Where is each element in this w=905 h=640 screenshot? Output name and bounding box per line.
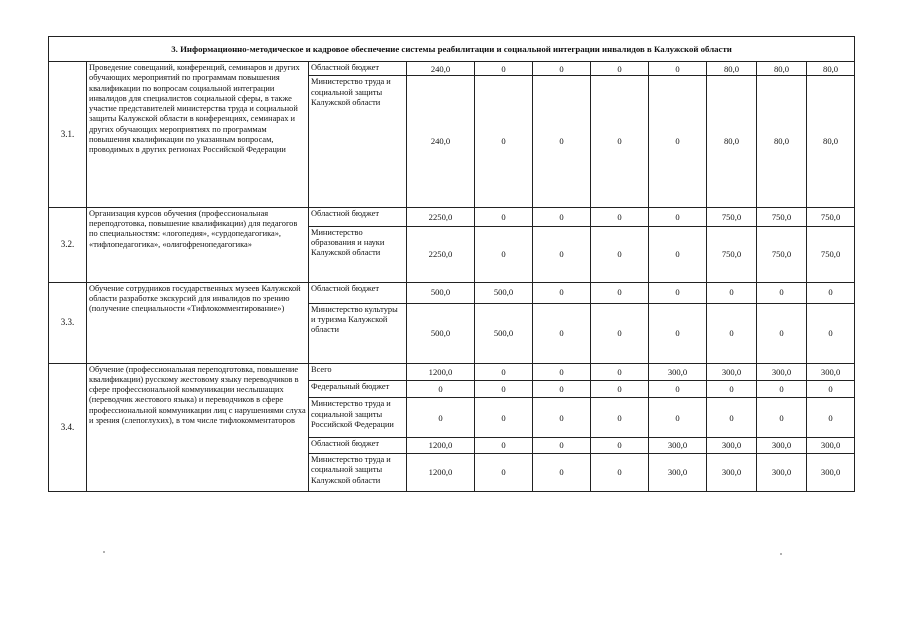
row-index: 3.1. <box>49 62 87 208</box>
section-title: 3. Информационно-методическое и кадровое обеспечение системы реабилитации и социальной интеграции инвалидов в Калужской области <box>49 37 855 62</box>
row-index: 3.4. <box>49 363 87 491</box>
amount-cell: 300,0 <box>757 454 807 492</box>
amount-cell: 300,0 <box>807 454 855 492</box>
amount-cell: 0 <box>807 398 855 438</box>
amount-cell: 0 <box>591 207 649 226</box>
funding-source: Министерство труда и социальной защиты Российской Федерации <box>309 398 407 438</box>
amount-cell: 0 <box>649 282 707 303</box>
amount-cell: 300,0 <box>757 438 807 454</box>
amount-cell: 0 <box>591 398 649 438</box>
row-description: Обучение (профессиональная переподготовка, повышение квалификации) русскому жестовому языку переводчиков в сфере профессиональной коммуникации неслышащих (переводчик жестового языка) и переводчиков в сфере профессиональной коммуникации лиц с нарушениями слуха и зрения (слепоглухих), в том числе тифлокомментаторов <box>87 363 309 491</box>
amount-cell: 1200,0 <box>407 438 475 454</box>
table-row <box>49 363 855 381</box>
amount-cell: 0 <box>707 303 757 363</box>
amount-cell: 0 <box>591 76 649 208</box>
amount-cell: 0 <box>649 226 707 282</box>
amount-cell: 0 <box>807 381 855 398</box>
amount-cell: 0 <box>533 207 591 226</box>
amount-cell: 0 <box>407 398 475 438</box>
table-row <box>49 282 855 303</box>
table-body <box>49 37 855 492</box>
amount-cell: 0 <box>533 454 591 492</box>
amount-cell: 0 <box>591 226 649 282</box>
row-index: 3.2. <box>49 207 87 282</box>
amount-cell: 750,0 <box>757 226 807 282</box>
funding-source: Областной бюджет <box>309 282 407 303</box>
amount-cell: 0 <box>591 438 649 454</box>
amount-cell: 80,0 <box>807 76 855 208</box>
amount-cell: 0 <box>533 62 591 76</box>
amount-cell: 0 <box>649 398 707 438</box>
amount-cell: 1200,0 <box>407 363 475 381</box>
amount-cell: 300,0 <box>707 363 757 381</box>
amount-cell: 1200,0 <box>407 454 475 492</box>
amount-cell: 0 <box>707 398 757 438</box>
amount-cell: 240,0 <box>407 76 475 208</box>
amount-cell: 0 <box>475 454 533 492</box>
table-row <box>49 62 855 76</box>
amount-cell: 500,0 <box>407 303 475 363</box>
amount-cell: 0 <box>475 438 533 454</box>
amount-cell: 80,0 <box>807 62 855 76</box>
amount-cell: 0 <box>649 62 707 76</box>
amount-cell: 0 <box>533 303 591 363</box>
amount-cell: 750,0 <box>807 207 855 226</box>
amount-cell: 80,0 <box>707 62 757 76</box>
row-description: Организация курсов обучения (профессиональная переподготовка, повышение квалификации) для педагогов по специальностям: «логопедия», «сурдопедагогика», «тифлопедагогика», «олигофренопедагогика» <box>87 207 309 282</box>
amount-cell: 0 <box>533 363 591 381</box>
row-index: 3.3. <box>49 282 87 363</box>
scan-dot <box>103 551 105 553</box>
amount-cell: 750,0 <box>807 226 855 282</box>
funding-source: Министерство труда и социальной защиты Калужской области <box>309 76 407 208</box>
amount-cell: 0 <box>649 381 707 398</box>
amount-cell: 2250,0 <box>407 207 475 226</box>
amount-cell: 240,0 <box>407 62 475 76</box>
amount-cell: 0 <box>591 363 649 381</box>
amount-cell: 0 <box>649 303 707 363</box>
amount-cell: 0 <box>591 62 649 76</box>
amount-cell: 0 <box>533 76 591 208</box>
amount-cell: 80,0 <box>757 76 807 208</box>
funding-source: Федеральный бюджет <box>309 381 407 398</box>
amount-cell: 0 <box>807 282 855 303</box>
amount-cell: 300,0 <box>649 363 707 381</box>
scan-dot <box>780 553 782 555</box>
section-header-row <box>49 37 855 62</box>
funding-source: Министерство культуры и туризма Калужской области <box>309 303 407 363</box>
amount-cell: 0 <box>407 381 475 398</box>
amount-cell: 0 <box>475 381 533 398</box>
amount-cell: 0 <box>533 381 591 398</box>
amount-cell: 80,0 <box>757 62 807 76</box>
amount-cell: 0 <box>533 282 591 303</box>
amount-cell: 0 <box>475 76 533 208</box>
amount-cell: 0 <box>475 398 533 438</box>
amount-cell: 0 <box>591 282 649 303</box>
amount-cell: 0 <box>757 381 807 398</box>
amount-cell: 0 <box>649 207 707 226</box>
amount-cell: 500,0 <box>475 303 533 363</box>
amount-cell: 0 <box>707 282 757 303</box>
table-row <box>49 207 855 226</box>
amount-cell: 0 <box>533 438 591 454</box>
amount-cell: 300,0 <box>707 454 757 492</box>
amount-cell: 0 <box>475 363 533 381</box>
amount-cell: 750,0 <box>757 207 807 226</box>
amount-cell: 0 <box>533 226 591 282</box>
amount-cell: 0 <box>707 381 757 398</box>
funding-source: Министерство образования и науки Калужской области <box>309 226 407 282</box>
amount-cell: 500,0 <box>475 282 533 303</box>
amount-cell: 0 <box>591 381 649 398</box>
amount-cell: 750,0 <box>707 226 757 282</box>
row-description: Проведение совещаний, конференций, семинаров и других обучающих мероприятий по программам повышения квалификации по вопросам социальной интеграции инвалидов для специалистов социальной сферы, в также участие представителей министерства труда и социальной защиты Калужской области в конференциях, семинарах и других обучающих мероприятиях по программам повышения квалификации по указанным вопросам, проводимых в других регионах Российской Федерации <box>87 62 309 208</box>
funding-source: Областной бюджет <box>309 62 407 76</box>
amount-cell: 0 <box>475 226 533 282</box>
amount-cell: 0 <box>757 303 807 363</box>
funding-source: Всего <box>309 363 407 381</box>
amount-cell: 80,0 <box>707 76 757 208</box>
amount-cell: 300,0 <box>807 438 855 454</box>
amount-cell: 2250,0 <box>407 226 475 282</box>
funding-source: Областной бюджет <box>309 207 407 226</box>
amount-cell: 0 <box>475 207 533 226</box>
amount-cell: 0 <box>807 303 855 363</box>
funding-source: Областной бюджет <box>309 438 407 454</box>
amount-cell: 300,0 <box>649 454 707 492</box>
amount-cell: 0 <box>649 76 707 208</box>
funding-source: Министерство труда и социальной защиты Калужской области <box>309 454 407 492</box>
amount-cell: 300,0 <box>707 438 757 454</box>
amount-cell: 300,0 <box>807 363 855 381</box>
amount-cell: 0 <box>475 62 533 76</box>
amount-cell: 0 <box>591 303 649 363</box>
amount-cell: 500,0 <box>407 282 475 303</box>
row-description: Обучение сотрудников государственных музеев Калужской области разработке экскурсий для инвалидов по зрению (получение специальности «Тифлокомментирование») <box>87 282 309 363</box>
amount-cell: 300,0 <box>649 438 707 454</box>
amount-cell: 750,0 <box>707 207 757 226</box>
amount-cell: 0 <box>757 282 807 303</box>
program-table <box>48 36 855 492</box>
amount-cell: 300,0 <box>757 363 807 381</box>
amount-cell: 0 <box>591 454 649 492</box>
amount-cell: 0 <box>757 398 807 438</box>
amount-cell: 0 <box>533 398 591 438</box>
